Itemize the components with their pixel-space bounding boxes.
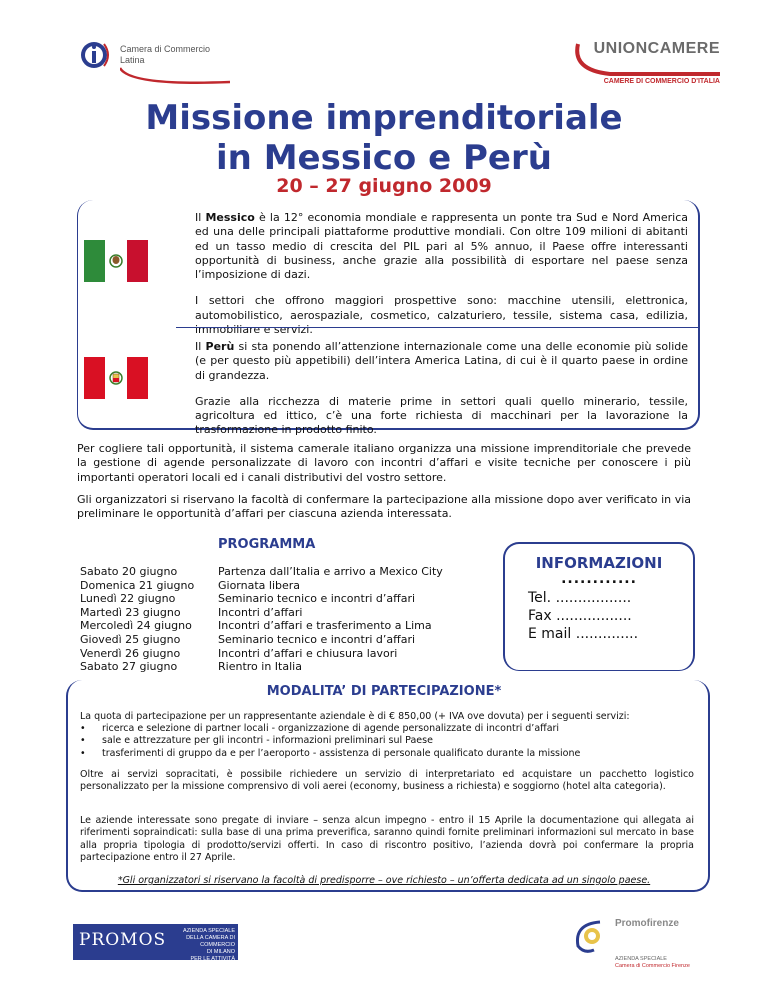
program-activity: Incontri d’affari e trasferimento a Lima (218, 619, 432, 633)
mexico-eagle-icon (108, 253, 124, 269)
modalita-paragraph-2: Oltre ai servizi sopracitati, è possibile richiedere un servizio di interpretariato ed acquistare un pacchetto logistico personalizzato per la missione comprensivo di voli aerei (economy, business a richiesta) e soggiorno (hotel alta categoria). (80, 769, 694, 793)
peru-text (195, 340, 688, 438)
page-title (0, 98, 768, 178)
list-item: • trasferimenti di gruppo da e per l’aeroporto - assistenza di personale qualificato durante la missione (80, 747, 581, 759)
promofirenze-logo: Promofirenze AZIENDA SPECIALE Camera di Commercio Firenze (570, 912, 710, 982)
program-activity: Giornata libera (218, 578, 301, 592)
programma-title: PROGRAMMA (218, 537, 316, 552)
info-fax: Fax ................. (528, 608, 632, 624)
program-day: Sabato 27 giugno (80, 660, 178, 674)
title-line1: Missione imprenditoriale (145, 98, 623, 138)
peru-flag-icon (84, 357, 148, 399)
modalita-bullets (80, 723, 580, 760)
program-day: Martedì 23 giugno (80, 605, 181, 619)
ccl-emblem-icon (80, 38, 114, 72)
programma-activities (218, 565, 443, 674)
peru-paragraph-1: Il Perù si sta ponendo all’attenzione internazionale come una delle economie più solide (e per questo più appetibili) dell’intera America Latina, di cui è il quarto paese in ordine di grandezza. (195, 340, 688, 382)
mission-dates: 20 – 27 giugno 2009 (276, 175, 492, 197)
mexico-text (195, 211, 688, 337)
peru-coat-of-arms-icon (108, 370, 124, 386)
ccl-line1: Camera di Commercio (120, 44, 211, 54)
intro-paragraph-2: Gli organizzatori si riservano la facoltà di confermare la partecipazione alla missione dopo aver verificato in via preliminare le opportunità d’affari per ciascuna azienda interessata. (77, 493, 691, 521)
program-day: Giovedì 25 giugno (80, 632, 181, 646)
informazioni-box (503, 542, 695, 671)
informazioni-title: INFORMAZIONI (535, 554, 663, 572)
program-day: Venerdì 26 giugno (80, 646, 181, 660)
modalita-footnote: *Gli organizzatori si riservano la facoltà di predisporre – ove richiesto – un’offerta dedicata ad un singolo paese. (117, 875, 651, 886)
program-day: Domenica 21 giugno (80, 578, 195, 592)
info-email: E mail .............. (528, 626, 639, 642)
promofirenze-name: Promofirenze (615, 918, 679, 929)
modalita-paragraph-3: Le aziende interessate sono pregate di inviare – senza alcun impegno - entro il 15 Aprile la documentazione qui allegata ai riferimenti sopraindicati: sulla base di una prima preverifica, saranno quindi fornite preliminari informazioni sul mercato in base alla propria tipologia di prodotto/servizi offerti. In caso di riscontro positivo, l’azienda dovrà poi confermare la propria partecipazione entro il 27 Aprile. (80, 815, 694, 864)
intro-paragraph-1: Per cogliere tali opportunità, il sistema camerale italiano organizza una missione imprenditoriale che prevede la gestione di agende personalizzate di lavoro con incontri d’affari e visite tecniche per conoscere i più importanti operatori locali ed i canali distributivi del vostro settore. (77, 442, 691, 484)
unioncamere-logo (520, 40, 720, 90)
ccl-swoosh-icon (120, 66, 230, 86)
title-line2: in Messico e Perù (216, 138, 552, 178)
promofirenze-emblem-icon (570, 916, 610, 956)
bullet-icon: • (80, 747, 86, 759)
program-activity: Incontri d’affari (218, 605, 303, 619)
bullet-icon: • (80, 723, 86, 734)
program-activity: Rientro in Italia (218, 660, 302, 674)
mexico-name: Messico (205, 211, 255, 224)
program-activity: Partenza dall’Italia e arrivo a Mexico City (218, 565, 443, 578)
program-day: Mercoledì 24 giugno (80, 619, 192, 633)
programma-days (80, 565, 194, 674)
modalita-intro: La quota di partecipazione per un rappresentante aziendale è di € 850,00 (+ IVA ove dovuta) per i seguenti servizi: (80, 711, 630, 722)
modalita-title: MODALITA’ DI PARTECIPAZIONE* (266, 684, 502, 699)
unioncamere-name: UNIONCAMERE (593, 40, 720, 57)
informazioni-dots: ............ (561, 571, 637, 587)
unioncamere-sub: CAMERE DI COMMERCIO D'ITALIA (603, 78, 720, 85)
peru-name: Perù (205, 340, 235, 353)
mexico-paragraph-2: I settori che offrono maggiori prospettive sono: macchine utensili, elettronica, automobilistico, aerospaziale, cosmetico, calzaturiero, tessile, sistema casa, edilizia, immobiliare e servizi. (195, 294, 688, 337)
list-item: • ricerca e selezione di partner locali - organizzazione di agende personalizzate di incontri d’affari (80, 723, 560, 734)
mexico-paragraph-1: Il Messico è la 12° economia mondiale e rappresenta un ponte tra Sud e Nord America ed una delle principali piattaforme produttive mondiali. Con oltre 109 milioni di abitanti ed un tasso medio di crescita del PIL pari al 5% annuo, il Paese offre interessanti opportunità di business, anche grazie alla possibilità di esportare nel paese senza l’imposizione di dazi. (195, 211, 688, 282)
promos-name: PROMOS (79, 930, 167, 950)
program-activity: Seminario tecnico e incontri d’affari (218, 632, 416, 646)
program-day: Sabato 20 giugno (80, 565, 178, 578)
bullet-icon: • (80, 735, 86, 747)
peru-paragraph-2: Grazie alla ricchezza di materie prime in settori quali quello minerario, tessile, agricoltura ed ittico, c’è una forte richiesta di macchinari per la lavorazione la trasformazione in prodotto finito. (195, 394, 688, 437)
mexico-flag-icon (84, 240, 148, 282)
program-activity: Incontri d’affari e chiusura lavori (218, 646, 398, 660)
camera-commercio-latina-logo (80, 38, 240, 88)
program-activity: Seminario tecnico e incontri d’affari (218, 592, 416, 606)
promos-logo: PROMOS AZIENDA SPECIALE DELLA CAMERA DI COMMERCIO DI MILANO PER LE ATTIVITÀ INTERNAZIONALI (73, 924, 238, 960)
ccl-line2: Latina (120, 55, 145, 65)
list-item: • sale e attrezzature per gli incontri - informazioni preliminari sul Paese (80, 735, 433, 747)
country-divider (176, 327, 698, 328)
info-tel: Tel. ................. (528, 590, 632, 606)
program-day: Lunedì 22 giugno (80, 592, 176, 606)
